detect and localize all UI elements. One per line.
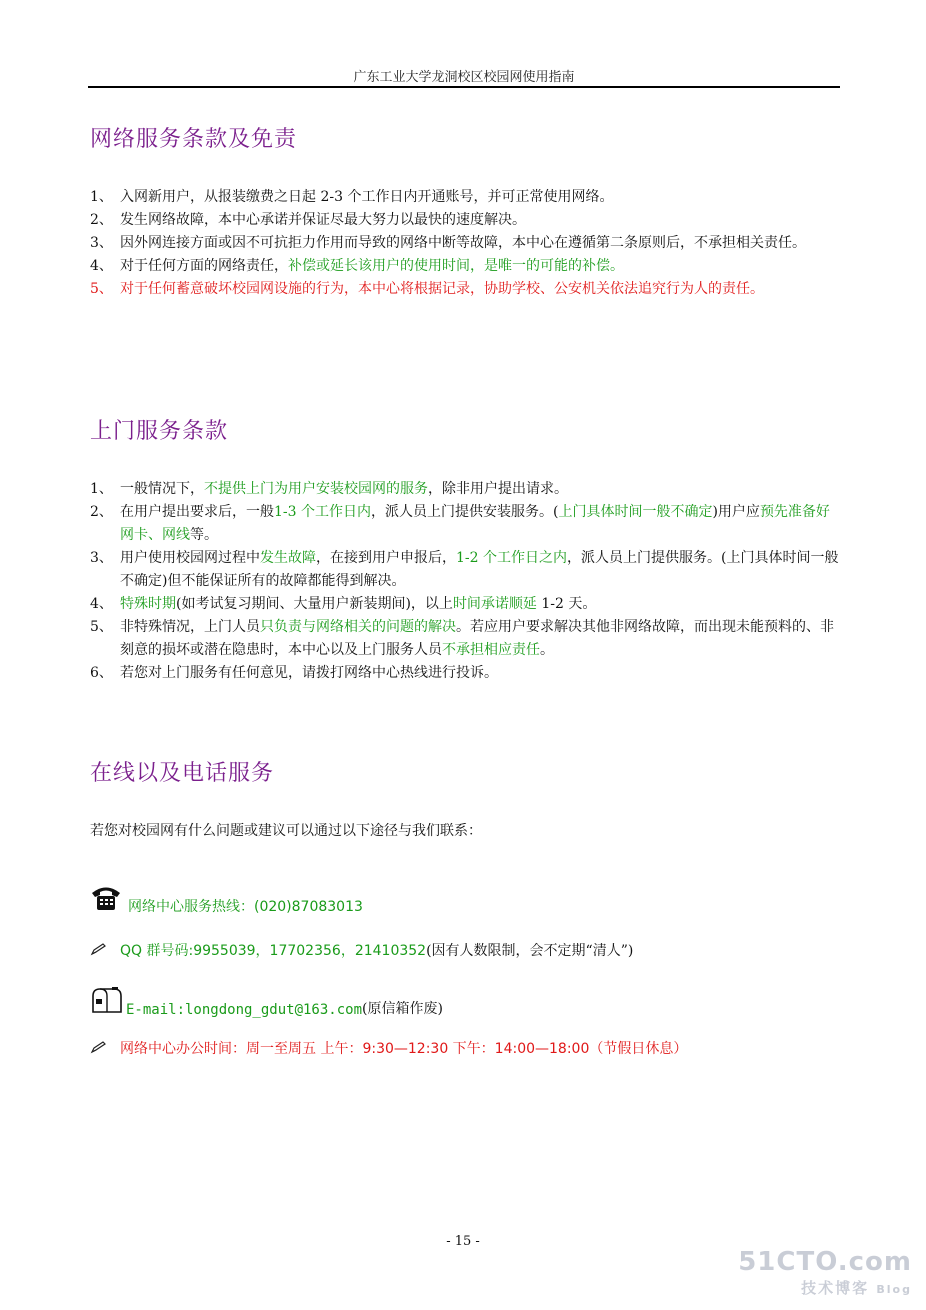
list-item: 4、 对于任何方面的网络责任，补偿或延长该用户的使用时间，是唯一的可能的补偿。	[90, 258, 624, 274]
telephone-icon	[90, 884, 122, 916]
list-item: 3、 因外网连接方面或因不可抗拒力作用而导致的网络中断等故障，本中心在遵循第二条原则后，不承担相关责任。	[90, 235, 806, 251]
pencil-icon	[90, 1040, 108, 1058]
list-item: 5、 对于任何蓄意破坏校园网设施的行为，本中心将根据记录，协助学校、公安机关依法追究行为人的责任。	[90, 281, 764, 297]
qq-note: (因有人数限制，会不定期“清人”)	[426, 943, 634, 959]
pencil-icon	[90, 942, 108, 960]
page-number: - 15 -	[446, 1234, 480, 1249]
email-label[interactable]: E-mail:longdong_gdut@163.com	[126, 1002, 363, 1018]
qq-row	[90, 940, 633, 960]
list-item: 6、 若您对上门服务有任何意见，请拨打网络中心热线进行投诉。	[90, 665, 498, 681]
email-row	[90, 986, 443, 1018]
qq-label: QQ 群号码:9955039，17702356，21410352	[120, 943, 427, 959]
running-header: 广东工业大学龙洞校区校园网使用指南	[353, 70, 575, 85]
email-note: (原信箱作废)	[362, 1001, 443, 1017]
watermark-sub: 技术博客 Blog	[801, 1279, 912, 1297]
section-title-online: 在线以及电话服务	[90, 761, 275, 786]
list-item: 2、 在用户提出要求后，一般1-3 个工作日内，派人员上门提供安装服务。(上门具体时间一般不确定)用户应预先准备好网卡、网线等。	[90, 504, 830, 543]
list-item: 1、 入网新用户，从报装缴费之日起 2-3 个工作日内开通账号，并可正常使用网络。	[90, 189, 614, 205]
onsite-list	[90, 478, 840, 685]
office-hours-label: 网络中心办公时间：周一至周五 上午：9:30—12:30 下午：14:00—18:00（节假日休息）	[120, 1041, 688, 1057]
list-item: 5、 非特殊情况，上门人员只负责与网络相关的问题的解决。若应用户要求解决其他非网络故障，而出现未能预料的、非刻意的损坏或潜在隐患时，本中心以及上门服务人员不承担相应责任。	[90, 619, 834, 658]
section-title-terms: 网络服务条款及免责	[90, 127, 298, 152]
section-title-onsite: 上门服务条款	[90, 419, 229, 444]
header-rule	[88, 86, 840, 88]
hotline-row	[90, 884, 363, 916]
office-hours-row	[90, 1038, 687, 1058]
list-item: 1、 一般情况下，不提供上门为用户安装校园网的服务，除非用户提出请求。	[90, 481, 568, 497]
watermark-brand: 51CTO.com	[738, 1247, 912, 1277]
watermark	[738, 1247, 912, 1298]
mailbox-icon	[90, 986, 124, 1018]
list-item: 2、 发生网络故障，本中心承诺并保证尽最大努力以最快的速度解决。	[90, 212, 526, 228]
contact-intro: 若您对校园网有什么问题或建议可以通过以下途径与我们联系：	[90, 823, 482, 839]
list-item: 3、 用户使用校园网过程中发生故障，在接到用户申报后，1-2 个工作日之内，派人员上门提供服务。(上门具体时间一般不确定)但不能保证所有的故障都能得到解决。	[90, 550, 839, 589]
list-item: 4、 特殊时期(如考试复习期间、大量用户新装期间)，以上时间承诺顺延 1-2 天。	[90, 596, 597, 612]
terms-list	[90, 186, 840, 301]
hotline-label: 网络中心服务热线：(020)87083013	[128, 899, 363, 915]
